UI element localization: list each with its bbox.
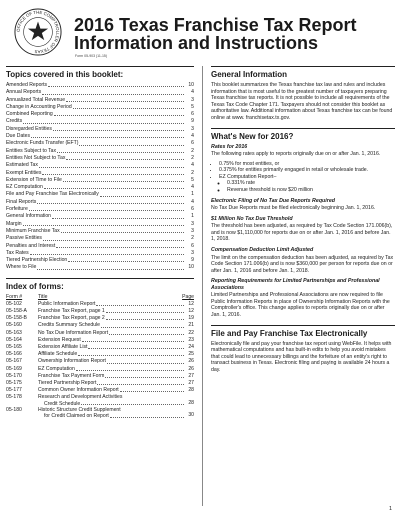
topic-item: Disregarded Entities 3 xyxy=(6,125,194,132)
form-row: 05-178 Research and Development Activities Credit Schedule 28 xyxy=(6,394,194,407)
ez-rate-item: ◦ 0.331% rate xyxy=(227,180,395,187)
topic-item: Combined Reporting 6 xyxy=(6,111,194,118)
topic-item: Minimum Franchise Tax 3 xyxy=(6,227,194,234)
topic-item: Extension of Time to File 5 xyxy=(6,176,194,183)
forms-list xyxy=(6,301,194,420)
form-row: 05-167 Ownership Information Report 26 xyxy=(6,358,194,365)
form-row: 05-163 No Tax Due Information Report 22 xyxy=(6,329,194,336)
section-rule xyxy=(211,128,395,129)
topic-item: Tiered Partnership Election 9 xyxy=(6,257,194,264)
whats-new-text: Limited Partnerships and Professional Associations are now required to file Public Information Reports in place of Ownership Information Reports with the Comptroller's office. This change applies to reports originally due on or after Jan. 1, 2016. xyxy=(211,292,390,319)
topic-item: Forfeiture 6 xyxy=(6,206,194,213)
whats-new-subheading: Reporting Requirements for Limited Partnerships and Professional Associations xyxy=(211,278,380,291)
forms-heading: Index of forms: xyxy=(6,281,64,291)
rate-item: • EZ Computation Report– ◦ 0.331% rate ◦ Revenue threshold is now $20 million xyxy=(219,174,395,194)
topic-item: Final Reports 4 xyxy=(6,198,194,205)
section-rule xyxy=(211,325,395,326)
topic-item: EZ Computation 4 xyxy=(6,184,194,191)
form-row: 05-164 Extension Request 23 xyxy=(6,336,194,343)
rate-item: • 0.75% for most entities, or xyxy=(219,161,395,168)
right-column xyxy=(211,66,395,377)
whats-new-subheading: Compensation Deduction Limit Adjusted xyxy=(211,247,314,253)
whats-new-subheading: Electronic Filing of No Tax Due Reports Required xyxy=(211,197,336,204)
page-title: 2016 Texas Franchise Tax Report Information and Instructions xyxy=(74,15,357,53)
topic-item: Entities Not Subject to Tax 2 xyxy=(6,154,194,161)
general-info-text: This booklet summarizes the Texas franchise tax law and rules and includes information that is most useful to the greatest number of taxpayers preparing Texas franchise tax reports. It is not possible to include all requirements of the Texas Tax Code Chapter 171. Taxpayers should not consider this booklet as authoritative law. Additional information about Texas franchise tax can be found online at www. franchisetax.tx.gov. xyxy=(211,82,393,121)
topic-item: Electronic Funds Transfer (EFT) 6 xyxy=(6,140,194,147)
topic-item: Amended Reports 10 xyxy=(6,82,194,88)
forms-table-header: Form # Title Page xyxy=(6,293,194,300)
form-row: 05-166 Affiliate Schedule 25 xyxy=(6,351,194,358)
rates-heading: Rates for 2016 xyxy=(211,143,248,150)
topic-item: Annualized Total Revenue 3 xyxy=(6,96,194,103)
topics-list xyxy=(6,82,194,272)
topic-item: Margin 3 xyxy=(6,220,194,227)
form-row: 05-165 Extension Affiliate List 24 xyxy=(6,343,194,350)
file-pay-heading: File and Pay Franchise Tax Electronically xyxy=(211,328,368,338)
form-row: 05-180 Historic Structure Credit Supplement for Credit Claimed on Report 30 xyxy=(6,406,194,420)
form-number: Form 05-903 (11-15) xyxy=(75,54,108,58)
star-icon xyxy=(28,21,48,40)
section-rule xyxy=(6,66,194,67)
whats-new-text: No Tax Due Reports must be filed electronically beginning Jan. 1, 2016. xyxy=(211,205,376,212)
whats-new-text: The limit on the compensation deduction has been adjusted, as required by Tax Code Section 171.006(b) and is now $360,000 per person for reports due on or after Jan. 1, 2016 and before Jan. 1, 2018. xyxy=(211,254,394,274)
topic-item: Entities Subject to Tax 2 xyxy=(6,147,194,154)
file-pay-text: Electronically file and pay your franchise tax report using WebFile. It helps with mathematical computations and has built-in edits to help you avoid mistakes that could lead to unnecessary billings and the forfeiture of an entity's right to transact business in Texas. Electronic filing and paying is available 24 hours a day. xyxy=(211,340,392,374)
topic-item: Due Dates 4 xyxy=(6,133,194,140)
whats-new-sections xyxy=(211,198,395,319)
form-row: 05-160 Credits Summary Schedule 21 xyxy=(6,322,194,329)
topic-item: File and Pay Franchise Tax Electronically 1 xyxy=(6,191,194,198)
topic-item: General Information 1 xyxy=(6,213,194,220)
topic-item: Penalties and Interest 6 xyxy=(6,242,194,249)
topic-item: Estimated Tax 4 xyxy=(6,162,194,169)
comptroller-seal xyxy=(14,8,62,56)
section-rule xyxy=(211,66,395,67)
left-column xyxy=(6,66,194,420)
topic-item: Where to File 10 xyxy=(6,264,194,271)
topics-heading: Topics covered in this booklet: xyxy=(6,70,124,79)
rate-item: • 0.375% for entities primarily engaged in retail or wholesale trade. xyxy=(219,167,395,174)
rates-list xyxy=(211,161,395,194)
topic-item: Credits 9 xyxy=(6,118,194,125)
topic-item: Change in Accounting Period 5 xyxy=(6,103,194,110)
topic-item: Annual Reports 4 xyxy=(6,89,194,96)
form-row: 05-102 Public Information Report 12 xyxy=(6,300,194,307)
form-row: 05-169 EZ Computation 26 xyxy=(6,365,194,372)
form-row: 05-175 Tiered Partnership Report 27 xyxy=(6,379,194,386)
ez-threshold-item: ◦ Revenue threshold is now $20 million xyxy=(227,187,395,194)
form-row: 05-158-A Franchise Tax Report, page 1 12 xyxy=(6,307,194,314)
form-row: 05-177 Common Owner Information Report 28 xyxy=(6,387,194,394)
whats-new-heading: What's New for 2016? xyxy=(211,131,294,141)
section-rule xyxy=(6,278,194,279)
whats-new-subheading: $1 Million No Tax Due Threshold xyxy=(211,215,293,222)
svg-text:OFFICE OF THE COMPTROLLER OF T: OFFICE OF THE COMPTROLLER OF TEXAS xyxy=(15,9,61,55)
topic-item: Passive Entities 2 xyxy=(6,235,194,242)
topic-item: Tax Rates 3 xyxy=(6,249,194,256)
form-row: 05-170 Franchise Tax Payment Form 27 xyxy=(6,372,194,379)
form-row: 05-158-B Franchise Tax Report, page 2 19 xyxy=(6,315,194,322)
topic-item: Exempt Entities 2 xyxy=(6,169,194,176)
general-info-heading: General Information xyxy=(211,70,288,79)
rates-text: The following rates apply to reports originally due on or after Jan. 1, 2016. xyxy=(211,151,381,158)
column-divider xyxy=(202,66,203,506)
whats-new-text: The threshold has been adjusted, as required by Tax Code Section 171.006(b), and is now $1,110,000 for reports due on or after Jan. 1, 2016 and before Jan. 1, 2018. xyxy=(211,223,393,243)
page-number: 1 xyxy=(388,506,392,512)
